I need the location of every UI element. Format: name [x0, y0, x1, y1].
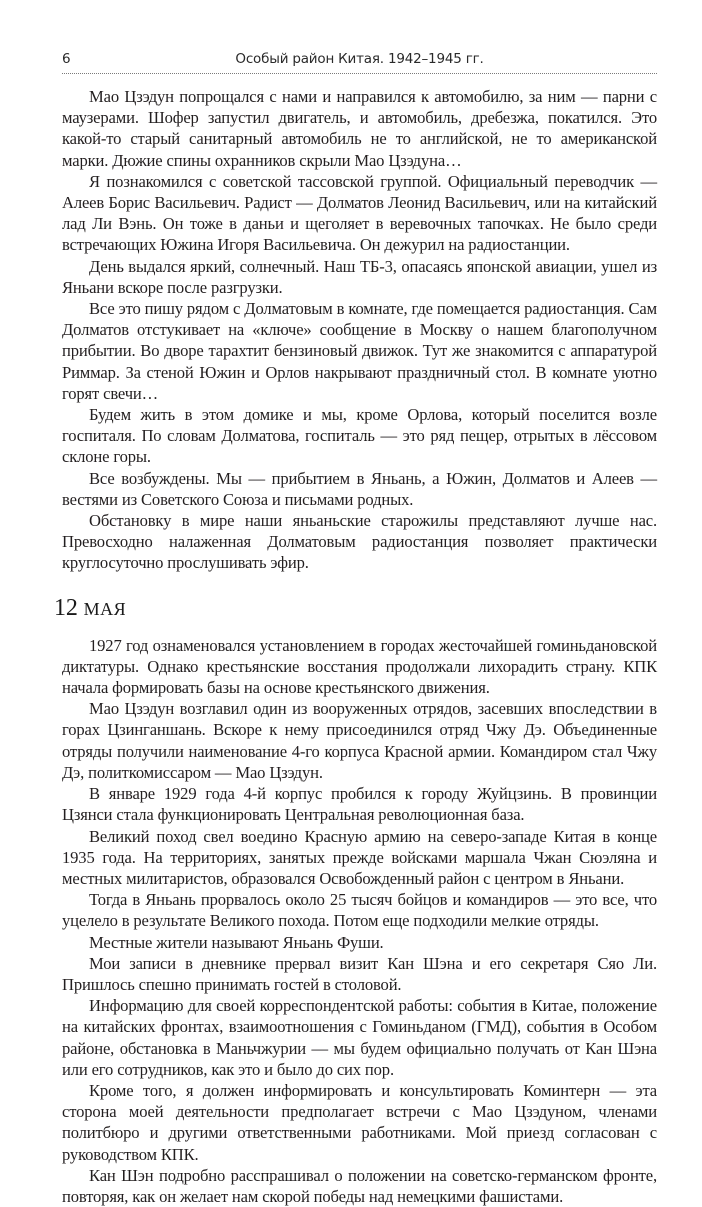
paragraph: Мао Цзэдун возглавил один из вооруженных отрядов, засевших впоследствии в горах Цзинганшань. Вскоре к нему присоединился отряд Чжу Дэ. Объединенные отряды получили наименование 4-го корпуса Красной армии. Командиром стал Чжу Дэ, политкомиссаром — Мао Цзэдун.: [62, 699, 657, 782]
section-heading-date: [54, 594, 657, 623]
paragraph: Мои записи в дневнике прервал визит Кан Шэна и его секретаря Сяо Ли. Пришлось спешно принимать гостей в столовой.: [62, 953, 657, 994]
book-page: [54, 48, 657, 1207]
paragraph: В январе 1929 года 4-й корпус пробился к городу Жуйцзинь. В провинции Цзянси стала функционировать Центральная революционная база.: [62, 784, 657, 825]
paragraph: Кан Шэн подробно расспрашивал о положении на советско-германском фронте, повторяя, как он желает нам скорой победы над немецкими фашистами.: [62, 1165, 657, 1206]
paragraph: День выдался яркий, солнечный. Наш ТБ-3, опасаясь японской авиации, ушел из Яньани вскоре после разгрузки.: [62, 256, 657, 297]
body-text: [54, 86, 657, 1207]
header-divider: [62, 73, 657, 74]
running-head: [62, 48, 657, 70]
paragraph: Тогда в Яньань прорвалось около 25 тысяч бойцов и командиров — это все, что уцелело в результате Великого похода. Потом еще подходили мелкие отряды.: [62, 890, 657, 931]
paragraph: Я познакомился с советской тассовской группой. Официальный переводчик — Алеев Борис Васильевич. Радист — Долматов Леонид Васильевич, или на китайский лад Ли Вэнь. Он тоже в даньи и щеголяет в веревочных тапочках. Не было среди встречающих Южина Игоря Васильевича. Он дежурил на радиостанции.: [62, 171, 657, 255]
heading-day: 12: [54, 594, 78, 621]
paragraph: Информацию для своей корреспондентской работы: события в Китае, положение на китайских фронтах, взаимоотношения с Гоминьданом (ГМД), события в Особом районе, обстановка в Маньчжурии — мы будем официально получать от Кан Шэна или его сотрудников, как это и было до сих пор.: [62, 996, 657, 1079]
paragraph: Будем жить в этом домике и мы, кроме Орлова, который поселится возле госпиталя. По словам Долматова, госпиталь — это ряд пещер, отрытых в лёссовом склоне горы.: [62, 405, 657, 467]
paragraph: Мао Цзэдун попрощался с нами и направился к автомобилю, за ним — парни с маузерами. Шофер запустил двигатель, и автомобиль, дребезжа, покатился. Это какой-то старый санитарный автомобиль не то английской, не то американской марки. Дюжие спины охранников скрыли Мао Цзэдуна…: [62, 87, 657, 170]
paragraph: Все возбуждены. Мы — прибытием в Яньань, а Южин, Долматов и Алеев — вестями из Советского Союза и письмами родных.: [62, 468, 657, 509]
paragraph: Все это пишу рядом с Долматовым в комнате, где помещается радиостанция. Сам Долматов отстукивает на «ключе» сообщение в Москву о нашем благополучном прибытии. Во дворе тарахтит бензиновый движок. Тут же знакомится с аппаратурой Риммар. За стеной Южин и Орлов накрывают праздничный стол. В комнате уютно горят свечи…: [62, 299, 657, 403]
paragraph: Обстановку в мире наши яньаньские старожилы представляют лучше нас. Превосходно налаженная Долматовым радиостанция позволяет практически круглосуточно прослушивать эфир.: [62, 511, 657, 573]
paragraph: Великий поход свел воедино Красную армию на северо-западе Китая в конце 1935 года. На территориях, занятых прежде войсками маршала Чжан Сюэляна и местных милитаристов, образовался Освобожденный район с центром в Яньани.: [62, 826, 657, 888]
page-number: 6: [62, 51, 71, 67]
paragraph: Местные жители называют Яньань Фуши.: [89, 932, 384, 952]
heading-month: МАЯ: [83, 598, 127, 619]
paragraph: 1927 год ознаменовался установлением в городах жесточайшей гоминьдановской диктатуры. Однако крестьянские восстания продолжали лихорадить страну. КПК начала формировать базы на основе крестьянского движения.: [62, 635, 657, 698]
running-title: Особый район Китая. 1942–1945 гг.: [235, 51, 484, 67]
paragraph: Кроме того, я должен информировать и консультировать Коминтерн — эта сторона моей деятельности предполагает встречи с Мао Цзэдуном, членами политбюро и другими ответственными работниками. Мой приезд согласован с руководством КПК.: [62, 1080, 657, 1164]
